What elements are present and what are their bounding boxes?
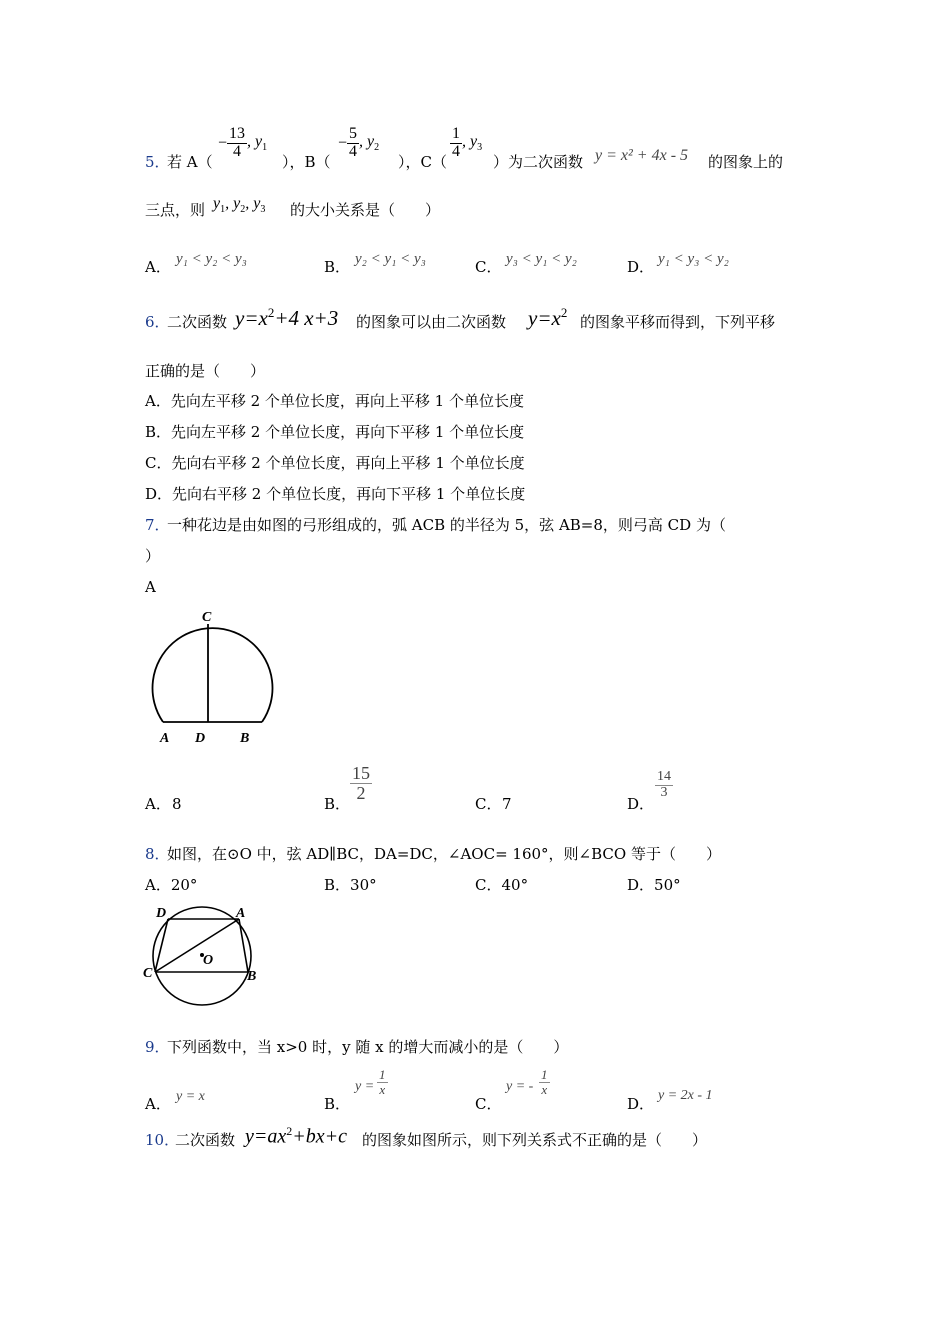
question-number: 10． [145,1131,180,1149]
label-d: D [195,731,206,746]
question-number: 7． [145,516,170,534]
question-text: ）为二次函数 [493,153,584,171]
question-text: ），C（ [398,153,447,171]
option-label: B． [324,795,351,813]
label-c: C [143,966,153,981]
question-text: 一种花边是由如图的弓形组成的，弧 ACB 的半径为 5，弦 AB=8，则弓高 CD 为（ [167,516,726,534]
question-text: 的大小关系是（ ） [290,201,441,219]
question-text: 的图象平移而得到，下列平移 [580,313,776,331]
option-label: D． [627,258,655,276]
label-a: A [236,906,246,921]
option-d: D．先向右平移 2 个单位长度，再向下平移 1 个单位长度 [145,485,526,503]
question-number: 5． [145,153,170,171]
label-b: B [247,969,257,984]
label-c: C [202,610,212,625]
label-o: O [203,953,214,968]
label-b: B [240,731,250,746]
option-fraction: $\frac{14}{3}$ [657,769,671,800]
option-label: A． [145,795,171,813]
question-text: 三点，则 [145,201,206,219]
option-expression: y = x [176,1089,205,1104]
option-a: A．先向左平移 2 个单位长度，再向上平移 1 个单位长度 [145,392,524,410]
option-c: C．40° [475,876,529,894]
option-label: A． [145,1095,171,1113]
question-text: 若 A（ [167,153,213,171]
option-b: B．先向左平移 2 个单位长度，再向下平移 1 个单位长度 [145,423,525,441]
circle-figure [140,904,270,1014]
chord-ab [239,919,248,972]
chord-dc [155,919,168,972]
option-fraction: $\frac{15}{2}$ [352,763,370,803]
question-text: A [145,578,156,596]
point-a-coord: − $\frac{13}{4}$ , $y_1$ [218,125,268,160]
question-text: 的图象上的 [708,153,784,171]
question-text: ） [145,547,161,565]
option-label: B． [324,258,351,276]
option-label: D． [627,795,655,813]
question-text: 正确的是（ ） [145,362,266,380]
option-label: B． [324,1095,351,1113]
option-label: C． [475,795,502,813]
question-text: 的图象可以由二次函数 [356,313,507,331]
label-d: D [156,906,167,921]
question-text: 二次函数 [175,1131,236,1149]
option-fraction: $\frac{1}{x}$ [541,1067,548,1097]
question-text: 下列函数中，当 x>0 时，y 随 x 的增大而减小的是（ ） [167,1038,569,1056]
option-d: D．50° [627,876,681,894]
option-expression: y = [355,1079,375,1094]
function-expression: $y=x^2$ [528,305,568,330]
arc-acb [153,628,273,722]
function-expression: $y=x^2+4$ x+3 [235,305,339,330]
option-expression: y₁ < y₂ < y₃ [176,251,247,267]
question-number: 8． [145,845,170,863]
option-expression: y₃ < y₁ < y₂ [506,251,577,267]
label-a: A [160,731,170,746]
option-label: D． [627,1095,655,1113]
option-expression: y = - [506,1079,534,1094]
option-expression: y = 2x - 1 [658,1088,713,1103]
chord-ca [155,919,239,972]
option-a: A．20° [145,876,198,894]
function-expression: y = x² + 4x - 5 [595,147,689,164]
option-label: A． [145,258,171,276]
point-b-coord: − $\frac{5}{4}$ , $y_2$ [338,125,380,160]
option-expression: y₂ < y₁ < y₃ [355,251,426,267]
point-c-coord: $\frac{1}{4}$ , $y_3$ [452,125,483,160]
option-label: C． [475,258,502,276]
option-fraction: $\frac{1}{x}$ [379,1067,386,1097]
option-expression: y₁ < y₃ < y₂ [658,251,729,267]
question-text: 二次函数 [167,313,228,331]
question-number: 9． [145,1038,170,1056]
variables-list: $y_1$, $y_2$, $y_3$ [213,195,266,216]
question-text: 的图象如图所示，则下列关系式不正确的是（ ） [362,1131,708,1149]
option-c: C．先向右平移 2 个单位长度，再向上平移 1 个单位长度 [145,454,525,472]
option-value: 8 [172,795,182,813]
question-text: ），B（ [282,153,331,171]
option-b: B．30° [324,876,377,894]
segment-figure [140,604,290,749]
question-text: 如图，在⊙O 中，弦 AD∥BC，DA=DC，∠AOC= 160°，则∠BCO 等于（ ） [167,845,721,863]
question-number: 6． [145,313,170,331]
function-expression: $y=ax^2+bx+c$ [245,1124,347,1148]
option-value: 7 [502,795,512,813]
option-label: C． [475,1095,502,1113]
